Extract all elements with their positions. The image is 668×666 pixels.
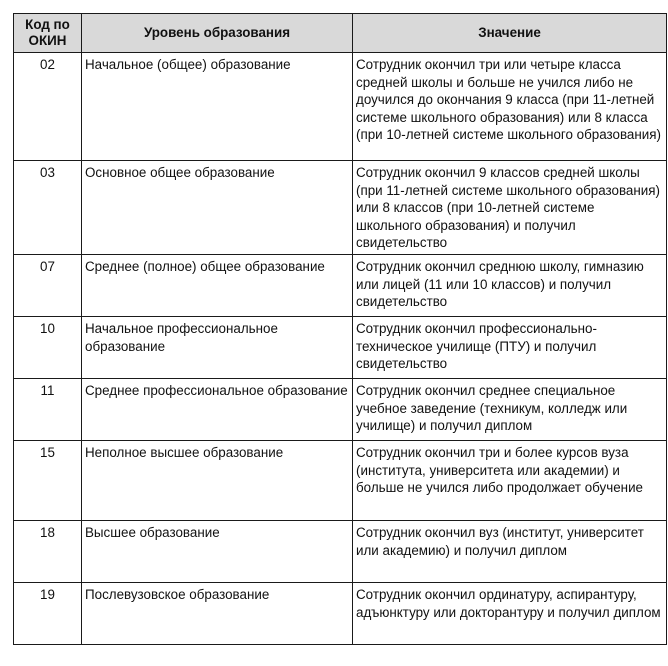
code-cell: 18 bbox=[14, 521, 82, 583]
level-cell: Среднее (полное) общее образование bbox=[82, 255, 353, 317]
table-row bbox=[14, 441, 667, 521]
code-cell: 15 bbox=[14, 441, 82, 521]
table-row bbox=[14, 255, 667, 317]
table-row bbox=[14, 53, 667, 161]
meaning-cell: Сотрудник окончил вуз (институт, университет или академию) и получил диплом bbox=[353, 521, 667, 583]
meaning-cell: Сотрудник окончил три и более курсов вуза (института, университета или академии) и больше не учился либо продолжает обучение bbox=[353, 441, 667, 521]
table-row bbox=[14, 317, 667, 379]
code-cell: 10 bbox=[14, 317, 82, 379]
level-cell: Послевузовское образование bbox=[82, 583, 353, 645]
meaning-cell: Сотрудник окончил среднюю школу, гимназию или лицей (11 или 10 классов) и получил свидетельство bbox=[353, 255, 667, 317]
meaning-cell: Сотрудник окончил среднее специальное учебное заведение (техникум, колледж или училище) и получил диплом bbox=[353, 379, 667, 441]
header-meaning: Значение bbox=[353, 14, 667, 53]
code-cell: 07 bbox=[14, 255, 82, 317]
level-cell: Начальное профессиональное образование bbox=[82, 317, 353, 379]
meaning-cell: Сотрудник окончил три или четыре класса средней школы и больше не учился либо не доучился до окончания 9 класса (при 11-летней системе школьного образования) или 8 класса (при 10-летней системе школьного образования) bbox=[353, 53, 667, 161]
education-table bbox=[13, 13, 667, 645]
meaning-cell: Сотрудник окончил 9 классов средней школы (при 11-летней системе школьного образования) или 8 классов (при 10-летней системе школьного образования) и получил свидетельство bbox=[353, 161, 667, 255]
meaning-cell: Сотрудник окончил профессионально-техническое училище (ПТУ) и получил свидетельство bbox=[353, 317, 667, 379]
header-code: Код по ОКИН bbox=[14, 14, 82, 53]
table-row bbox=[14, 583, 667, 645]
level-cell: Основное общее образование bbox=[82, 161, 353, 255]
meaning-cell: Сотрудник окончил ординатуру, аспирантуру, адъюнктуру или докторантуру и получил диплом bbox=[353, 583, 667, 645]
level-cell: Среднее профессиональное образование bbox=[82, 379, 353, 441]
code-cell: 11 bbox=[14, 379, 82, 441]
code-cell: 19 bbox=[14, 583, 82, 645]
code-cell: 02 bbox=[14, 53, 82, 161]
header-level: Уровень образования bbox=[82, 14, 353, 53]
level-cell: Начальное (общее) образование bbox=[82, 53, 353, 161]
code-cell: 03 bbox=[14, 161, 82, 255]
table-row bbox=[14, 161, 667, 255]
table-row bbox=[14, 379, 667, 441]
table-row bbox=[14, 521, 667, 583]
level-cell: Высшее образование bbox=[82, 521, 353, 583]
header-row bbox=[14, 14, 667, 53]
level-cell: Неполное высшее образование bbox=[82, 441, 353, 521]
